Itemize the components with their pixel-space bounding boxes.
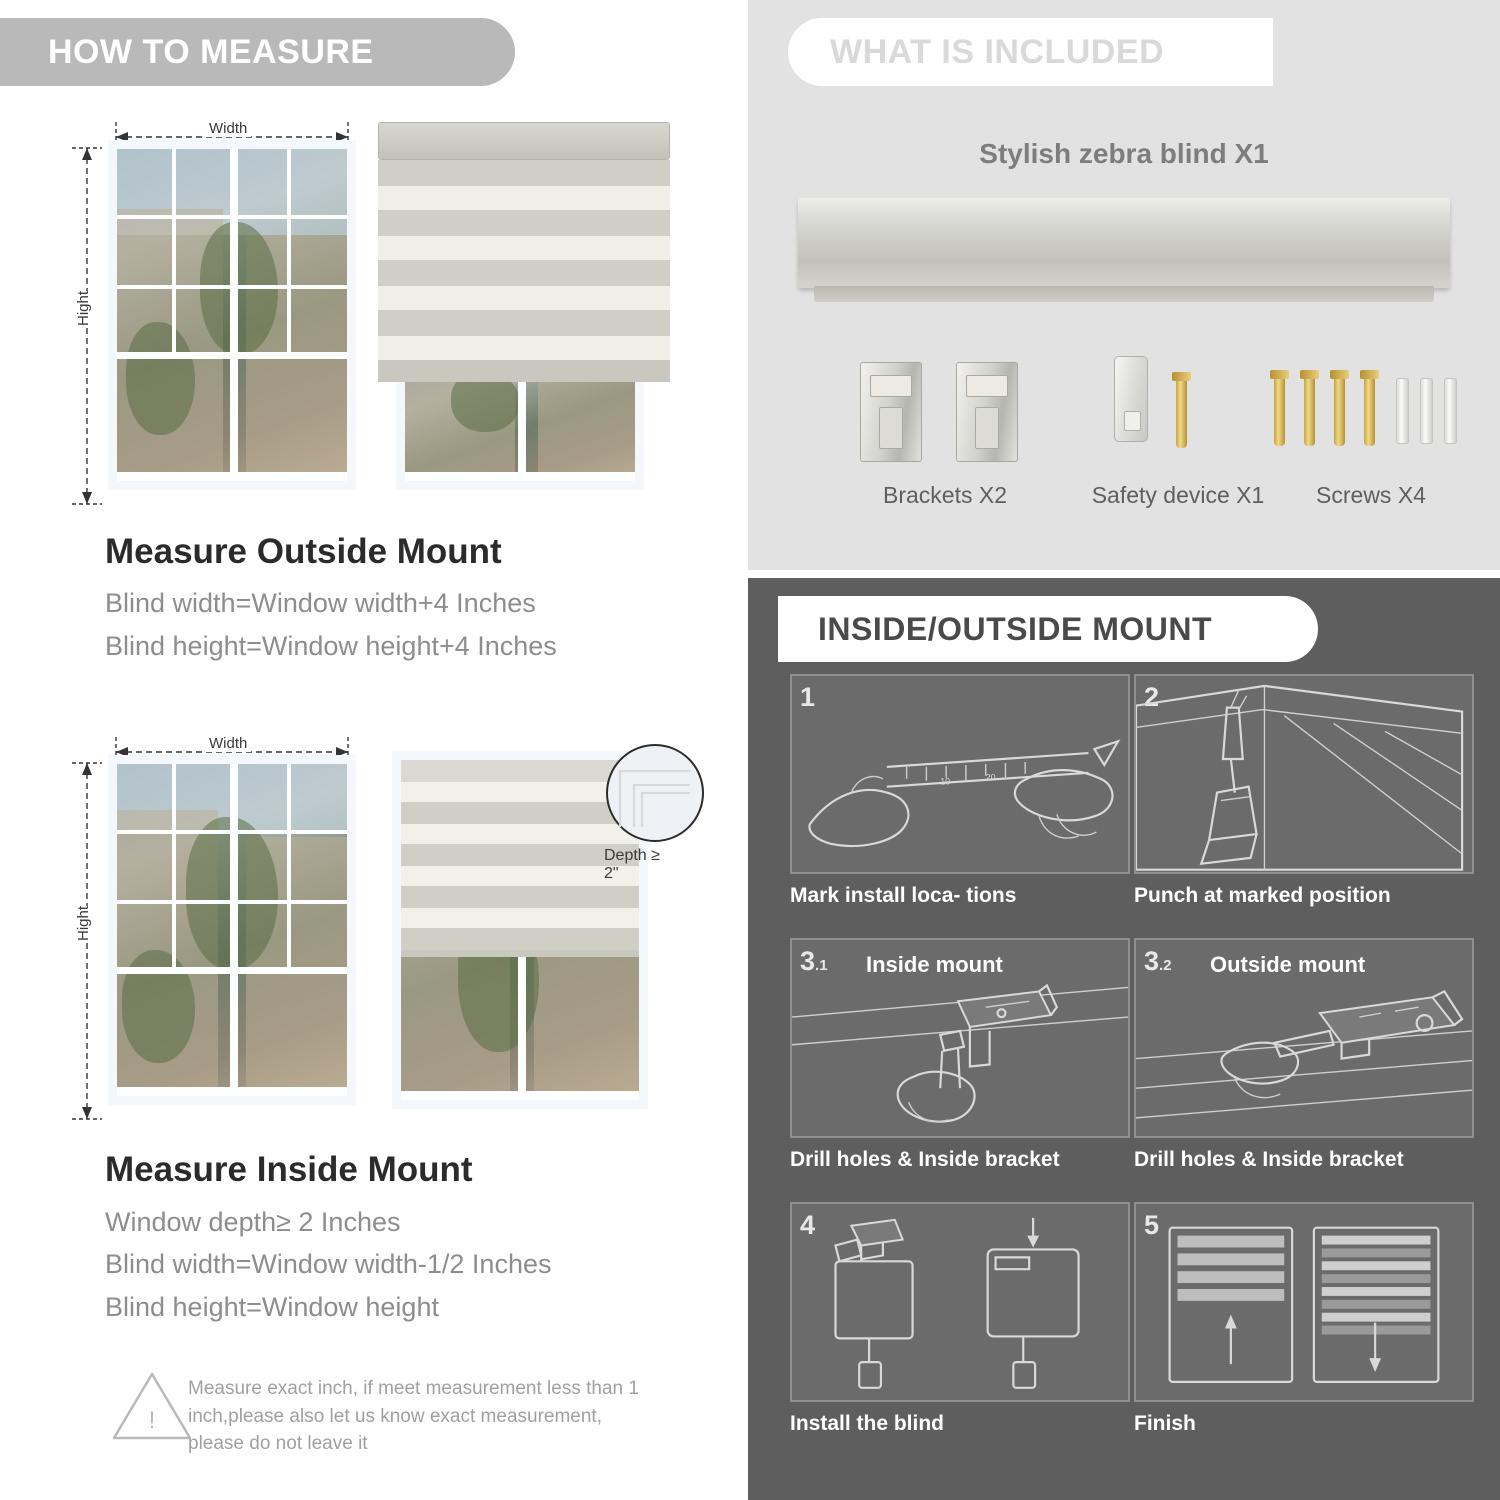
screws-label: Screws X4 — [1316, 482, 1426, 508]
step-3-2-number: 3.2 — [1144, 946, 1172, 976]
safety-device-group — [1088, 350, 1278, 470]
step-4-caption: Install the blind — [790, 1412, 945, 1435]
brackets-group — [840, 358, 1050, 468]
step-1-number: 1 — [800, 682, 816, 712]
svg-text:!: ! — [148, 1407, 156, 1434]
svg-text:20: 20 — [985, 772, 996, 783]
screw-icon — [1334, 376, 1345, 446]
step-4-sketch — [792, 1204, 1128, 1402]
step-3-1-number: 3.1 — [800, 946, 828, 976]
safety-device-label: Safety device X1 — [1091, 482, 1265, 508]
screw-icon — [1304, 376, 1315, 446]
inside-mount-line2: Blind width=Window width-1/2 Inches — [105, 1249, 552, 1279]
screw-icon — [1176, 378, 1187, 448]
measure-note-text: Measure exact inch, if meet measurement less than 1 inch,please also let us know exact measurement, please do not leave it — [188, 1378, 639, 1455]
step-2-figure — [1134, 674, 1474, 874]
step-3-2-inline-label: Outside mount — [1210, 952, 1366, 977]
inside-height-label: Hight — [75, 905, 93, 942]
outside-mount-heading: Measure Outside Mount — [105, 532, 502, 571]
screw-icon — [1274, 376, 1285, 446]
step-5-sketch — [1136, 1204, 1472, 1402]
step-3-1-inline-label: Inside mount — [866, 952, 1003, 977]
window-with-blind-inside — [378, 751, 678, 1111]
wall-anchor-icon — [1396, 378, 1409, 444]
window-bare — [108, 140, 356, 490]
step-2-sketch — [1136, 676, 1472, 874]
step-3-1-sketch — [792, 940, 1128, 1138]
depth-label: Depth ≥ 2" — [604, 847, 660, 882]
step-3-2-figure — [1134, 938, 1474, 1138]
window-with-blind-outside — [378, 110, 678, 490]
step-4-number: 4 — [800, 1210, 816, 1240]
what-is-included-panel — [748, 0, 1500, 570]
zebra-blind-headrail-image — [798, 198, 1450, 288]
blind-headrail — [378, 122, 670, 160]
inside-height-dimension — [66, 751, 106, 1151]
step-1-figure — [790, 674, 1130, 874]
inside-mount-heading: Measure Inside Mount — [105, 1150, 473, 1189]
bracket-icon — [956, 362, 1018, 462]
step-2-number: 2 — [1144, 682, 1160, 712]
window-bare — [108, 755, 356, 1105]
step-2-caption: Punch at marked position — [1134, 884, 1391, 907]
outside-height-label: Hight — [75, 290, 93, 327]
how-to-measure-badge: HOW TO MEASURE — [0, 18, 515, 86]
step-1-caption: Mark install loca- tions — [790, 884, 1017, 907]
product-title: Stylish zebra blind X1 — [979, 138, 1269, 169]
outside-mount-line1: Blind width=Window width+4 Inches — [105, 588, 536, 618]
inside-outside-mount-badge: INSIDE/OUTSIDE MOUNT — [778, 596, 1318, 662]
svg-text:10: 10 — [940, 776, 951, 787]
step-4-figure — [790, 1202, 1130, 1402]
step-5-number: 5 — [1144, 1210, 1160, 1240]
step-3-2-caption: Drill holes & Inside bracket — [1134, 1148, 1404, 1171]
wall-anchor-icon — [1444, 378, 1457, 444]
inside-mount-line1: Window depth≥ 2 Inches — [105, 1207, 401, 1237]
what-is-included-badge: WHAT IS INCLUDED — [788, 18, 1273, 86]
safety-device-icon — [1114, 356, 1148, 442]
step-5-figure — [1134, 1202, 1474, 1402]
wall-anchor-icon — [1420, 378, 1433, 444]
outside-height-dimension — [66, 136, 106, 536]
inside-mount-line3: Blind height=Window height — [105, 1292, 439, 1322]
brackets-label: Brackets X2 — [883, 482, 1007, 508]
outside-mount-line2: Blind height=Window height+4 Inches — [105, 631, 557, 661]
outside-mount-illustration — [60, 110, 680, 510]
screws-group — [1268, 350, 1488, 470]
bracket-icon — [860, 362, 922, 462]
screw-icon — [1364, 376, 1375, 446]
outside-width-label: Width — [205, 120, 251, 137]
inside-width-label: Width — [205, 735, 251, 752]
step-3-2-sketch — [1136, 940, 1472, 1138]
step-1-sketch — [792, 676, 1128, 874]
step-3-1-caption: Drill holes & Inside bracket — [790, 1148, 1060, 1171]
step-5-caption: Finish — [1134, 1412, 1196, 1435]
zebra-fabric — [378, 160, 670, 382]
how-to-measure-panel — [0, 0, 740, 1500]
inside-mount-illustration — [60, 725, 700, 1135]
step-3-1-figure — [790, 938, 1130, 1138]
inside-outside-mount-panel — [748, 578, 1500, 1500]
warning-triangle-icon — [110, 1368, 194, 1444]
